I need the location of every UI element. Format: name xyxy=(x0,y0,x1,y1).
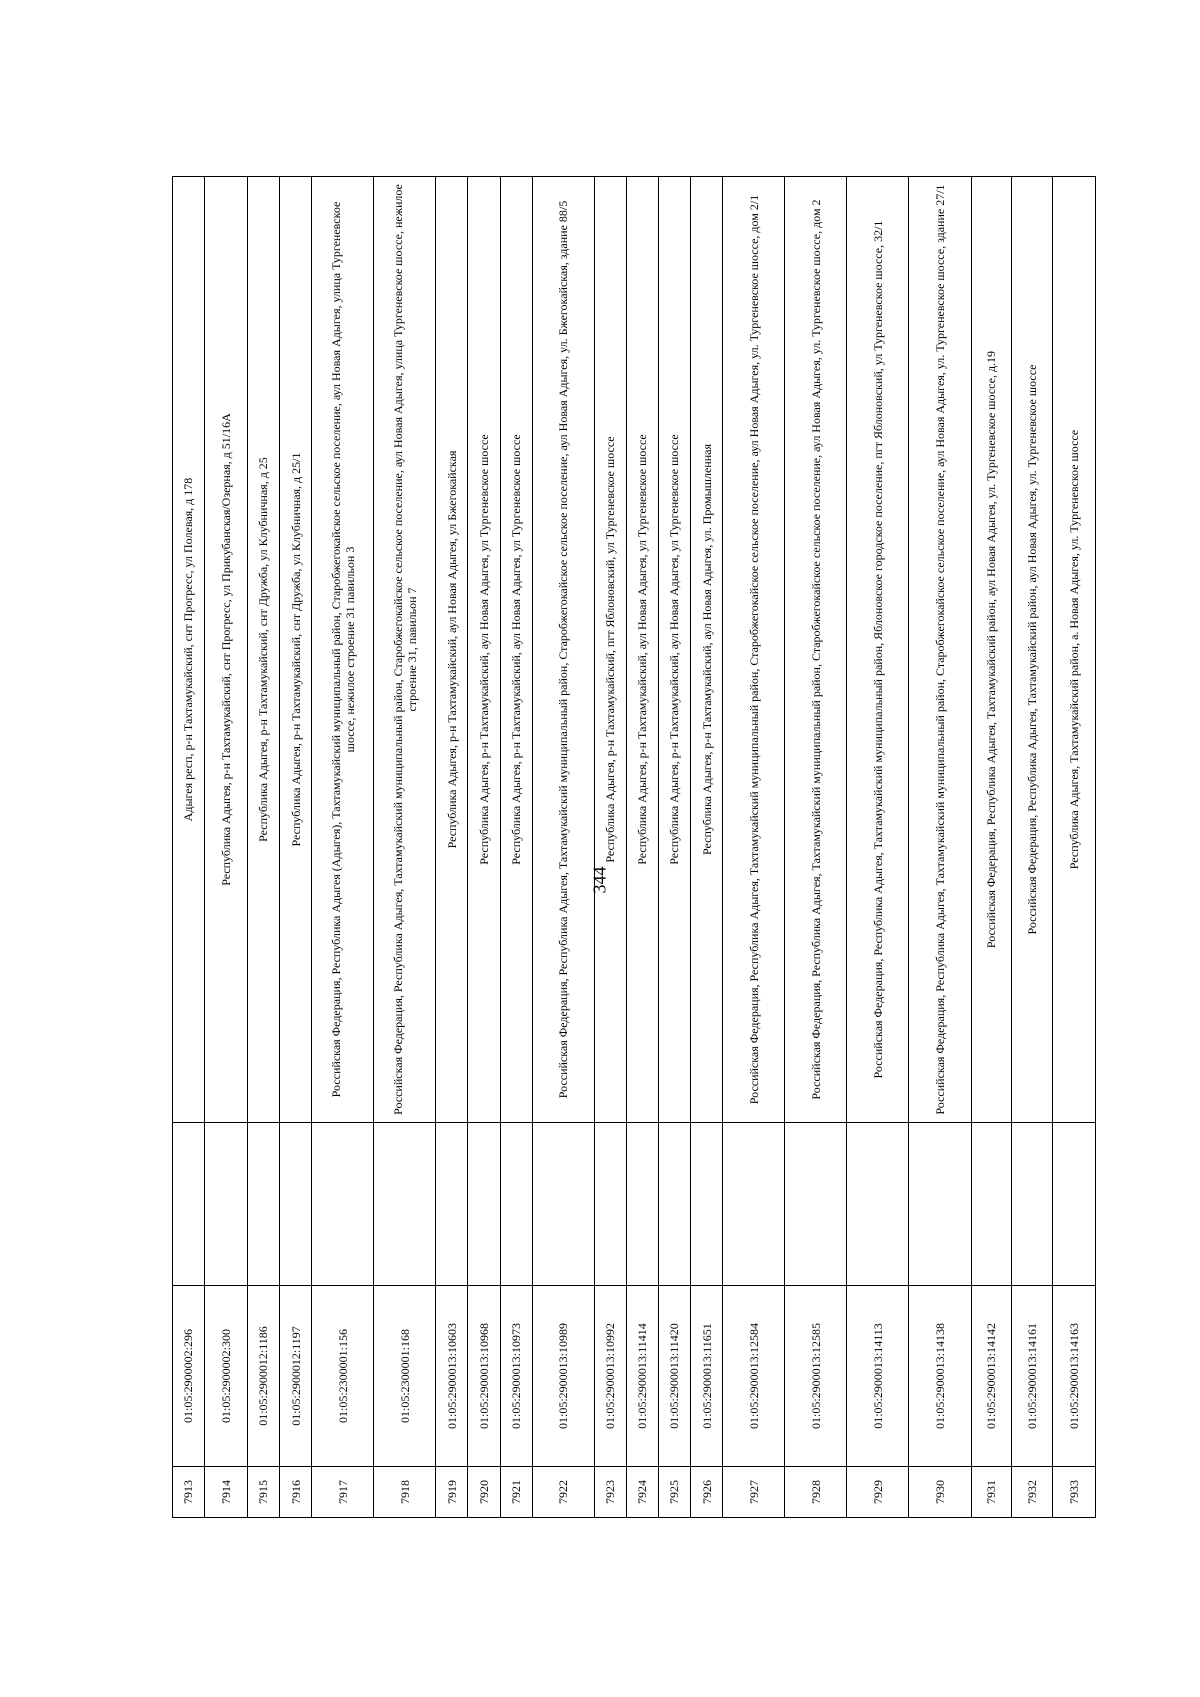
address: Республика Адыгея, р-н Тахтамукайский, аул Новая Адыгея, ул. Промышленная xyxy=(691,177,723,1123)
table-row xyxy=(723,177,785,1518)
cadastral-number: 01:05:2900013:11420 xyxy=(658,1286,690,1467)
empty-cell xyxy=(691,1123,723,1286)
address: Российская Федерация, Республика Адыгея, Тахтамукайский район, аул Новая Адыгея, ул. Тургеневское шоссе xyxy=(1012,177,1053,1123)
property-table-body xyxy=(173,177,1096,1518)
cadastral-number: 01:05:2900002:296 xyxy=(173,1286,205,1467)
row-number: 7921 xyxy=(500,1467,532,1518)
empty-cell xyxy=(468,1123,500,1286)
row-number: 7930 xyxy=(909,1467,971,1518)
table-row xyxy=(909,177,971,1518)
address: Российская Федерация, Республика Адыгея, Тахтамукайский муниципальный район, Старобжегокайское сельское поселение, аул Новая Адыгея, ул. Тургеневское шоссе, дом 2/1 xyxy=(723,177,785,1123)
table-row xyxy=(436,177,468,1518)
cadastral-number: 01:05:2300001:156 xyxy=(312,1286,374,1467)
empty-cell xyxy=(909,1123,971,1286)
empty-cell xyxy=(532,1123,594,1286)
row-number: 7927 xyxy=(723,1467,785,1518)
empty-cell xyxy=(500,1123,532,1286)
cadastral-number: 01:05:2900013:14163 xyxy=(1052,1286,1095,1467)
row-number: 7924 xyxy=(626,1467,658,1518)
row-number: 7914 xyxy=(205,1467,248,1518)
page-number: 344 xyxy=(589,866,610,894)
rotated-table-wrapper xyxy=(172,177,1096,1518)
address: Российская Федерация, Республика Адыгея, Тахтамукайский муниципальный район, Старобжегокайское сельское поселение, аул Новая Адыгея, улица Тургеневское шоссе, нежилое строение 31, павильон 7 xyxy=(374,177,436,1123)
empty-cell xyxy=(847,1123,909,1286)
address: Российская Федерация, Республика Адыгея, Тахтамукайский муниципальный район, Яблоновское городское поселение, пгт Яблоновский, ул Тургеневское шоссе, 32/1 xyxy=(847,177,909,1123)
address: Республика Адыгея, р-н Тахтамукайский, аул Новая Адыгея, ул Тургеневское шоссе xyxy=(658,177,690,1123)
cadastral-number: 01:05:2300001:168 xyxy=(374,1286,436,1467)
cadastral-number: 01:05:2900013:10992 xyxy=(594,1286,626,1467)
empty-cell xyxy=(626,1123,658,1286)
row-number: 7917 xyxy=(312,1467,374,1518)
table-row xyxy=(691,177,723,1518)
cadastral-number: 01:05:2900013:14142 xyxy=(971,1286,1012,1467)
table-row xyxy=(626,177,658,1518)
address: Республика Адыгея, р-н Тахтамукайский, снт Дружба, ул Клубничная, д 25 xyxy=(247,177,279,1123)
empty-cell xyxy=(205,1123,248,1286)
cadastral-number: 01:05:2900013:14113 xyxy=(847,1286,909,1467)
row-number: 7916 xyxy=(280,1467,312,1518)
table-row xyxy=(173,177,205,1518)
row-number: 7931 xyxy=(971,1467,1012,1518)
empty-cell xyxy=(280,1123,312,1286)
table-row xyxy=(205,177,248,1518)
empty-cell xyxy=(594,1123,626,1286)
row-number: 7919 xyxy=(436,1467,468,1518)
row-number: 7913 xyxy=(173,1467,205,1518)
row-number: 7915 xyxy=(247,1467,279,1518)
cadastral-number: 01:05:2900013:10973 xyxy=(500,1286,532,1467)
table-row xyxy=(1052,177,1095,1518)
row-number: 7928 xyxy=(785,1467,847,1518)
empty-cell xyxy=(374,1123,436,1286)
empty-cell xyxy=(658,1123,690,1286)
address: Республика Адыгея, р-н Тахтамукайский, аул Новая Адыгея, ул Тургеневское шоссе xyxy=(626,177,658,1123)
row-number: 7929 xyxy=(847,1467,909,1518)
cadastral-number: 01:05:2900013:14161 xyxy=(1012,1286,1053,1467)
empty-cell xyxy=(971,1123,1012,1286)
cadastral-number: 01:05:2900002:300 xyxy=(205,1286,248,1467)
table-row xyxy=(971,177,1012,1518)
table-row xyxy=(280,177,312,1518)
address: Адыгея респ, р-н Тахтамукайский, снт Прогресс, ул Полевая, д 178 xyxy=(173,177,205,1123)
table-row xyxy=(1012,177,1053,1518)
row-number: 7933 xyxy=(1052,1467,1095,1518)
address: Российская Федерация, Республика Адыгея, Тахтамукайский муниципальный район, Старобжегокайское сельское поселение, аул Новая Адыгея, ул. Тургеневское шоссе, здание 27/1 xyxy=(909,177,971,1123)
address: Республика Адыгея, Тахтамукайский район, а. Новая Адыгея, ул. Тургеневское шоссе xyxy=(1052,177,1095,1123)
table-row xyxy=(847,177,909,1518)
property-table xyxy=(172,176,1096,1518)
row-number: 7926 xyxy=(691,1467,723,1518)
row-number: 7920 xyxy=(468,1467,500,1518)
empty-cell xyxy=(1012,1123,1053,1286)
cadastral-number: 01:05:2900013:10603 xyxy=(436,1286,468,1467)
table-row xyxy=(785,177,847,1518)
cadastral-number: 01:05:2900013:10968 xyxy=(468,1286,500,1467)
cadastral-number: 01:05:2900012:1186 xyxy=(247,1286,279,1467)
address: Республика Адыгея, р-н Тахтамукайский, снт Дружба, ул Клубничная, д 25/1 xyxy=(280,177,312,1123)
table-row xyxy=(374,177,436,1518)
address: Республика Адыгея, р-н Тахтамукайский, снт Прогресс, ул Прикубанская/Озерная, д 51/16А xyxy=(205,177,248,1123)
empty-cell xyxy=(723,1123,785,1286)
row-number: 7925 xyxy=(658,1467,690,1518)
empty-cell xyxy=(247,1123,279,1286)
table-row xyxy=(658,177,690,1518)
address: Российская Федерация, Республика Адыгея, Тахтамукайский муниципальный район, Старобжегокайское сельское поселение, аул Новая Адыгея, ул. Тургеневское шоссе, дом 2 xyxy=(785,177,847,1123)
empty-cell xyxy=(436,1123,468,1286)
table-row xyxy=(312,177,374,1518)
cadastral-number: 01:05:2900012:1197 xyxy=(280,1286,312,1467)
address: Республика Адыгея, р-н Тахтамукайский, пгт Яблоновский, ул Тургеневское шоссе xyxy=(594,177,626,1123)
cadastral-number: 01:05:2900013:14138 xyxy=(909,1286,971,1467)
address: Российская Федерация, Республика Адыгея, Тахтамукайский муниципальный район, Старобжегокайское сельское поселение, аул Новая Адыгея, ул. Бжегокайская, здание 88/5 xyxy=(532,177,594,1123)
empty-cell xyxy=(785,1123,847,1286)
row-number: 7932 xyxy=(1012,1467,1053,1518)
cadastral-number: 01:05:2900013:11651 xyxy=(691,1286,723,1467)
row-number: 7923 xyxy=(594,1467,626,1518)
empty-cell xyxy=(312,1123,374,1286)
address: Республика Адыгея, р-н Тахтамукайский, аул Новая Адыгея, ул Бжегокайская xyxy=(436,177,468,1123)
cadastral-number: 01:05:2900013:12585 xyxy=(785,1286,847,1467)
table-row xyxy=(532,177,594,1518)
address: Республика Адыгея, р-н Тахтамукайский, аул Новая Адыгея, ул Тургеневское шоссе xyxy=(468,177,500,1123)
address: Российская Федерация, Республика Адыгея, Тахтамукайский район, аул Новая Адыгея, ул. Тургеневское шоссе, д.19 xyxy=(971,177,1012,1123)
row-number: 7922 xyxy=(532,1467,594,1518)
cadastral-number: 01:05:2900013:11414 xyxy=(626,1286,658,1467)
table-row xyxy=(247,177,279,1518)
row-number: 7918 xyxy=(374,1467,436,1518)
address: Российская Федерация, Республика Адыгея (Адыгея), Тахтамукайский муниципальный район, Старобжегокайское сельское поселение, аул Новая Адыгея, улица Тургеневское шоссе, нежилое строение 31 павильон 3 xyxy=(312,177,374,1123)
empty-cell xyxy=(1052,1123,1095,1286)
table-row xyxy=(468,177,500,1518)
table-row xyxy=(500,177,532,1518)
empty-cell xyxy=(173,1123,205,1286)
table-row xyxy=(594,177,626,1518)
cadastral-number: 01:05:2900013:12584 xyxy=(723,1286,785,1467)
address: Республика Адыгея, р-н Тахтамукайский, аул Новая Адыгея, ул Тургеневское шоссе xyxy=(500,177,532,1123)
cadastral-number: 01:05:2900013:10989 xyxy=(532,1286,594,1467)
